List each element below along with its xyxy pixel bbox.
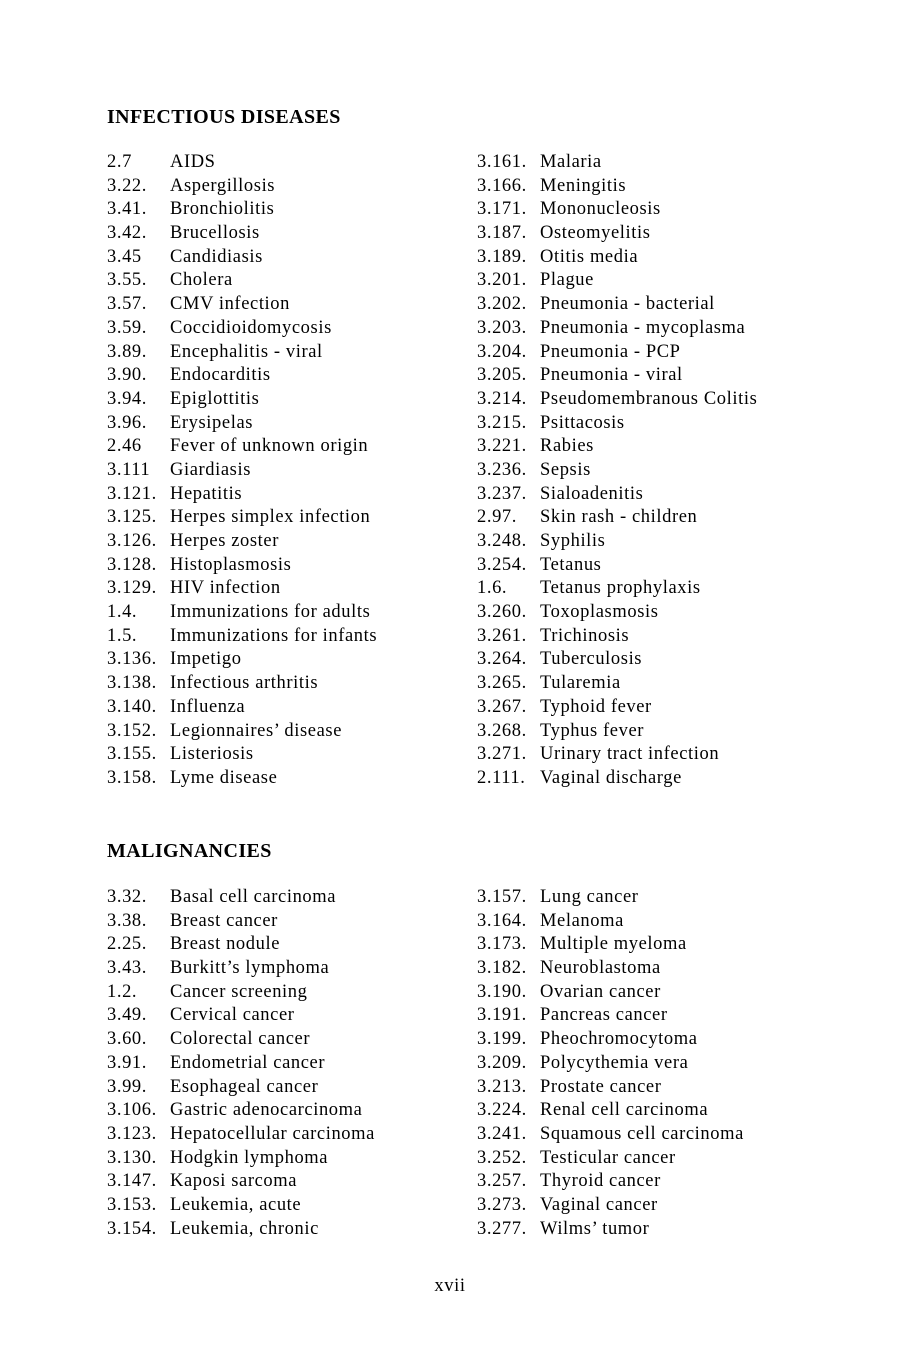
index-entry xyxy=(107,696,475,720)
entry-label: Histoplasmosis xyxy=(170,554,292,575)
entry-label: Fever of unknown origin xyxy=(170,436,369,457)
entry-number: 3.264. xyxy=(477,649,527,670)
entry-number: 3.191. xyxy=(477,1005,527,1026)
entry-number: 3.248. xyxy=(477,531,527,551)
index-entry xyxy=(477,957,897,981)
entry-label: Pneumonia - mycoplasma xyxy=(540,317,746,338)
index-entry xyxy=(107,175,475,199)
entry-number: 3.128. xyxy=(107,554,157,575)
entry-number: 3.138. xyxy=(107,673,157,694)
index-entry xyxy=(477,625,897,649)
entry-label: Trichinosis xyxy=(540,625,630,646)
entry-label: Thyroid cancer xyxy=(540,1171,661,1192)
entry-number: 1.5. xyxy=(107,625,138,646)
entry-number: 3.38. xyxy=(107,910,147,931)
index-entry xyxy=(477,981,897,1005)
entry-number: 3.260. xyxy=(477,602,527,623)
entry-number: 3.241. xyxy=(477,1123,527,1144)
entry-label: Squamous cell carcinoma xyxy=(540,1123,744,1144)
entry-label: Coccidioidomycosis xyxy=(170,317,332,338)
entry-number: 3.257. xyxy=(477,1171,527,1192)
entry-number: 3.277. xyxy=(477,1218,527,1239)
entry-label: Listeriosis xyxy=(170,744,254,765)
index-entry xyxy=(107,601,475,625)
entry-label: Mononucleosis xyxy=(540,199,661,220)
entry-label: CMV infection xyxy=(170,294,290,315)
index-entry xyxy=(477,696,897,720)
entry-number: 3.166. xyxy=(477,175,527,196)
entry-label: Osteomyelitis xyxy=(540,223,651,244)
entry-label: Candidiasis xyxy=(170,246,263,267)
index-entry xyxy=(107,933,475,957)
entry-number: 3.204. xyxy=(477,341,527,362)
entry-label: Skin rash - children xyxy=(540,507,698,528)
entry-number: 3.89. xyxy=(107,341,147,362)
index-entry xyxy=(477,910,897,934)
index-entry xyxy=(477,1076,897,1100)
index-entry xyxy=(477,412,897,436)
entry-label: Plague xyxy=(540,270,594,291)
entry-number: 3.187. xyxy=(477,223,527,244)
entry-label: Tuberculosis xyxy=(540,649,643,670)
entry-label: Kaposi sarcoma xyxy=(170,1171,298,1192)
index-entry xyxy=(107,483,475,507)
entry-label: Hepatitis xyxy=(170,483,243,504)
entry-number: 3.45 xyxy=(107,246,142,267)
section-title-infectious-diseases: INFECTIOUS DISEASES xyxy=(107,106,341,128)
entry-number: 3.155. xyxy=(107,744,157,765)
entry-label: Typhus fever xyxy=(540,720,645,741)
index-entry xyxy=(107,625,475,649)
entry-label: Cholera xyxy=(170,270,233,291)
entry-number: 3.214. xyxy=(477,388,527,409)
entry-number: 3.268. xyxy=(477,720,527,741)
entry-label: Leukemia, chronic xyxy=(170,1218,319,1239)
entry-label: Vaginal cancer xyxy=(540,1194,658,1215)
index-entry xyxy=(477,886,897,910)
index-entry xyxy=(477,198,897,222)
entry-number: 3.152. xyxy=(107,720,157,741)
entry-number: 3.199. xyxy=(477,1029,527,1050)
entry-label: Syphilis xyxy=(540,531,606,551)
entry-label: Impetigo xyxy=(170,649,242,670)
entry-number: 3.60. xyxy=(107,1029,147,1050)
entry-number: 3.203. xyxy=(477,317,527,338)
entry-number: 3.140. xyxy=(107,696,157,717)
entry-label: Sepsis xyxy=(540,459,591,480)
entry-label: Pneumonia - bacterial xyxy=(540,294,715,315)
index-entry xyxy=(477,577,897,601)
entry-label: Ovarian cancer xyxy=(540,981,661,1002)
entry-label: Typhoid fever xyxy=(540,696,652,717)
index-entry xyxy=(107,767,475,791)
index-entry xyxy=(477,767,897,791)
entry-label: Pancreas cancer xyxy=(540,1005,668,1026)
entry-number: 3.252. xyxy=(477,1147,527,1168)
entry-label: Malaria xyxy=(540,152,602,172)
entry-label: Breast cancer xyxy=(170,910,278,931)
entry-label: Tularemia xyxy=(540,673,621,694)
entry-number: 3.189. xyxy=(477,246,527,267)
entry-label: Testicular cancer xyxy=(540,1147,676,1168)
index-entry xyxy=(477,933,897,957)
entry-label: HIV infection xyxy=(170,578,281,599)
index-entry xyxy=(107,317,475,341)
entry-label: Endocarditis xyxy=(170,365,271,386)
entry-label: Breast nodule xyxy=(170,934,281,955)
index-entry xyxy=(107,222,475,246)
entry-label: Immunizations for adults xyxy=(170,602,371,623)
index-entry xyxy=(107,554,475,578)
entry-number: 3.94. xyxy=(107,388,147,409)
entry-label: Prostate cancer xyxy=(540,1076,662,1097)
infectious-diseases-right-column xyxy=(477,151,897,791)
index-entry xyxy=(477,459,897,483)
entry-number: 3.121. xyxy=(107,483,157,504)
entry-number: 3.55. xyxy=(107,270,147,291)
entry-label: Lung cancer xyxy=(540,887,639,907)
index-entry xyxy=(107,459,475,483)
entry-number: 2.111. xyxy=(477,767,526,788)
index-entry xyxy=(107,886,475,910)
index-entry xyxy=(477,175,897,199)
entry-label: Psittacosis xyxy=(540,412,625,433)
entry-label: Melanoma xyxy=(540,910,624,931)
entry-label: Bronchiolitis xyxy=(170,199,275,220)
entry-number: 3.254. xyxy=(477,554,527,575)
entry-label: Hepatocellular carcinoma xyxy=(170,1123,375,1144)
entry-label: Epiglottitis xyxy=(170,388,260,409)
index-entry xyxy=(477,601,897,625)
index-entry xyxy=(477,388,897,412)
index-entry xyxy=(477,341,897,365)
entry-label: Cancer screening xyxy=(170,981,308,1002)
entry-number: 3.49. xyxy=(107,1005,147,1026)
entry-label: Cervical cancer xyxy=(170,1005,295,1026)
entry-label: Vaginal discharge xyxy=(540,767,682,788)
entry-number: 3.224. xyxy=(477,1100,527,1121)
entry-label: Legionnaires’ disease xyxy=(170,720,343,741)
entry-label: Herpes zoster xyxy=(170,531,279,551)
entry-label: Toxoplasmosis xyxy=(540,602,659,623)
entry-number: 3.154. xyxy=(107,1218,157,1239)
entry-number: 3.157. xyxy=(477,887,527,907)
entry-number: 3.90. xyxy=(107,365,147,386)
entry-number: 3.161. xyxy=(477,152,527,172)
index-entry xyxy=(477,269,897,293)
entry-number: 3.190. xyxy=(477,981,527,1002)
page-number: xvii xyxy=(434,1276,466,1296)
entry-number: 3.96. xyxy=(107,412,147,433)
infectious-diseases-left-column xyxy=(107,151,475,791)
entry-label: Endometrial cancer xyxy=(170,1052,326,1073)
entry-number: 3.125. xyxy=(107,507,157,528)
index-entry xyxy=(107,1218,475,1242)
index-entry xyxy=(107,1170,475,1194)
index-entry xyxy=(107,1123,475,1147)
entry-label: Lyme disease xyxy=(170,767,278,788)
index-entry xyxy=(107,435,475,459)
entry-number: 3.57. xyxy=(107,294,147,315)
entry-number: 3.201. xyxy=(477,270,527,291)
index-entry xyxy=(107,577,475,601)
index-entry xyxy=(477,1004,897,1028)
index-entry xyxy=(477,720,897,744)
entry-number: 3.209. xyxy=(477,1052,527,1073)
index-entry xyxy=(107,364,475,388)
index-entry xyxy=(107,672,475,696)
entry-label: Pneumonia - PCP xyxy=(540,341,681,362)
entry-number: 3.158. xyxy=(107,767,157,788)
entry-number: 1.4. xyxy=(107,602,138,623)
entry-number: 3.153. xyxy=(107,1194,157,1215)
entry-label: Herpes simplex infection xyxy=(170,507,371,528)
index-entry xyxy=(477,151,897,175)
index-entry xyxy=(107,412,475,436)
index-entry xyxy=(107,246,475,270)
entry-number: 3.130. xyxy=(107,1147,157,1168)
index-entry xyxy=(477,530,897,554)
entry-number: 3.273. xyxy=(477,1194,527,1215)
index-entry xyxy=(477,648,897,672)
entry-number: 3.267. xyxy=(477,696,527,717)
entry-label: Hodgkin lymphoma xyxy=(170,1147,329,1168)
entry-number: 1.6. xyxy=(477,578,508,599)
entry-label: Infectious arthritis xyxy=(170,673,319,694)
entry-label: Sialoadenitis xyxy=(540,483,644,504)
entry-number: 3.32. xyxy=(107,887,147,907)
index-entry xyxy=(477,293,897,317)
entry-label: Neuroblastoma xyxy=(540,958,661,979)
index-entry xyxy=(477,1099,897,1123)
entry-label: Tetanus prophylaxis xyxy=(540,578,701,599)
index-entry xyxy=(107,341,475,365)
entry-number: 3.237. xyxy=(477,483,527,504)
entry-label: Renal cell carcinoma xyxy=(540,1100,709,1121)
entry-number: 3.173. xyxy=(477,934,527,955)
entry-number: 3.271. xyxy=(477,744,527,765)
entry-label: Encephalitis - viral xyxy=(170,341,323,362)
entry-number: 3.236. xyxy=(477,459,527,480)
entry-label: Esophageal cancer xyxy=(170,1076,319,1097)
index-entry xyxy=(477,506,897,530)
entry-number: 2.7 xyxy=(107,152,132,172)
entry-label: Tetanus xyxy=(540,554,602,575)
index-entry xyxy=(477,483,897,507)
entry-label: Influenza xyxy=(170,696,246,717)
entry-label: AIDS xyxy=(170,152,216,172)
index-entry xyxy=(107,198,475,222)
entry-number: 3.111 xyxy=(107,459,151,480)
entry-label: Wilms’ tumor xyxy=(540,1218,650,1239)
entry-label: Basal cell carcinoma xyxy=(170,887,337,907)
entry-number: 3.171. xyxy=(477,199,527,220)
index-entry xyxy=(107,1147,475,1171)
index-entry xyxy=(107,1028,475,1052)
index-entry xyxy=(477,222,897,246)
malignancies-left-column xyxy=(107,886,475,1241)
entry-label: Urinary tract infection xyxy=(540,744,720,765)
entry-number: 2.46 xyxy=(107,436,142,457)
section-title-malignancies: MALIGNANCIES xyxy=(107,840,272,862)
entry-label: Rabies xyxy=(540,436,594,457)
entry-number: 3.129. xyxy=(107,578,157,599)
entry-number: 3.261. xyxy=(477,625,527,646)
entry-label: Brucellosis xyxy=(170,223,260,244)
entry-number: 2.97. xyxy=(477,507,517,528)
index-entry xyxy=(477,1123,897,1147)
index-entry xyxy=(477,1052,897,1076)
index-entry xyxy=(107,151,475,175)
index-entry xyxy=(107,1052,475,1076)
malignancies-right-column xyxy=(477,886,897,1241)
index-entry xyxy=(107,388,475,412)
entry-label: Giardiasis xyxy=(170,459,252,480)
entry-label: Aspergillosis xyxy=(170,175,276,196)
entry-number: 3.205. xyxy=(477,365,527,386)
index-entry xyxy=(107,910,475,934)
entry-number: 3.182. xyxy=(477,958,527,979)
entry-label: Colorectal cancer xyxy=(170,1029,311,1050)
entry-label: Gastric adenocarcinoma xyxy=(170,1100,363,1121)
entry-label: Pneumonia - viral xyxy=(540,365,683,386)
entry-number: 1.2. xyxy=(107,981,138,1002)
entry-number: 2.25. xyxy=(107,934,147,955)
entry-number: 3.164. xyxy=(477,910,527,931)
entry-number: 3.41. xyxy=(107,199,147,220)
entry-number: 3.202. xyxy=(477,294,527,315)
index-entry xyxy=(107,269,475,293)
index-entry xyxy=(107,957,475,981)
entry-label: Burkitt’s lymphoma xyxy=(170,958,330,979)
index-entry xyxy=(107,720,475,744)
entry-number: 3.126. xyxy=(107,531,157,551)
entry-label: Pheochromocytoma xyxy=(540,1029,698,1050)
index-entry xyxy=(477,364,897,388)
index-entry xyxy=(107,743,475,767)
entry-label: Leukemia, acute xyxy=(170,1194,302,1215)
index-entry xyxy=(477,317,897,341)
entry-number: 3.59. xyxy=(107,317,147,338)
entry-label: Otitis media xyxy=(540,246,639,267)
entry-label: Pseudomembranous Colitis xyxy=(540,388,758,409)
index-entry xyxy=(477,1170,897,1194)
entry-number: 3.213. xyxy=(477,1076,527,1097)
index-entry xyxy=(477,672,897,696)
entry-number: 3.42. xyxy=(107,223,147,244)
index-entry xyxy=(477,1028,897,1052)
index-entry xyxy=(107,1194,475,1218)
entry-label: Erysipelas xyxy=(170,412,254,433)
entry-number: 3.123. xyxy=(107,1123,157,1144)
index-entry xyxy=(107,1004,475,1028)
entry-number: 3.91. xyxy=(107,1052,147,1073)
index-entry xyxy=(107,648,475,672)
entry-label: Polycythemia vera xyxy=(540,1052,689,1073)
index-entry xyxy=(477,1194,897,1218)
entry-number: 3.22. xyxy=(107,175,147,196)
index-entry xyxy=(477,435,897,459)
entry-number: 3.215. xyxy=(477,412,527,433)
index-entry xyxy=(107,1099,475,1123)
entry-number: 3.106. xyxy=(107,1100,157,1121)
index-entry xyxy=(107,981,475,1005)
index-entry xyxy=(477,1218,897,1242)
entry-number: 3.147. xyxy=(107,1171,157,1192)
entry-label: Immunizations for infants xyxy=(170,625,378,646)
index-entry xyxy=(477,743,897,767)
index-entry xyxy=(107,1076,475,1100)
index-entry xyxy=(477,246,897,270)
index-entry xyxy=(477,554,897,578)
index-entry xyxy=(107,530,475,554)
entry-number: 3.136. xyxy=(107,649,157,670)
entry-label: Meningitis xyxy=(540,175,627,196)
entry-number: 3.221. xyxy=(477,436,527,457)
entry-number: 3.99. xyxy=(107,1076,147,1097)
index-entry xyxy=(107,293,475,317)
entry-label: Multiple myeloma xyxy=(540,934,687,955)
entry-number: 3.265. xyxy=(477,673,527,694)
index-entry xyxy=(107,506,475,530)
entry-number: 3.43. xyxy=(107,958,147,979)
index-entry xyxy=(477,1147,897,1171)
